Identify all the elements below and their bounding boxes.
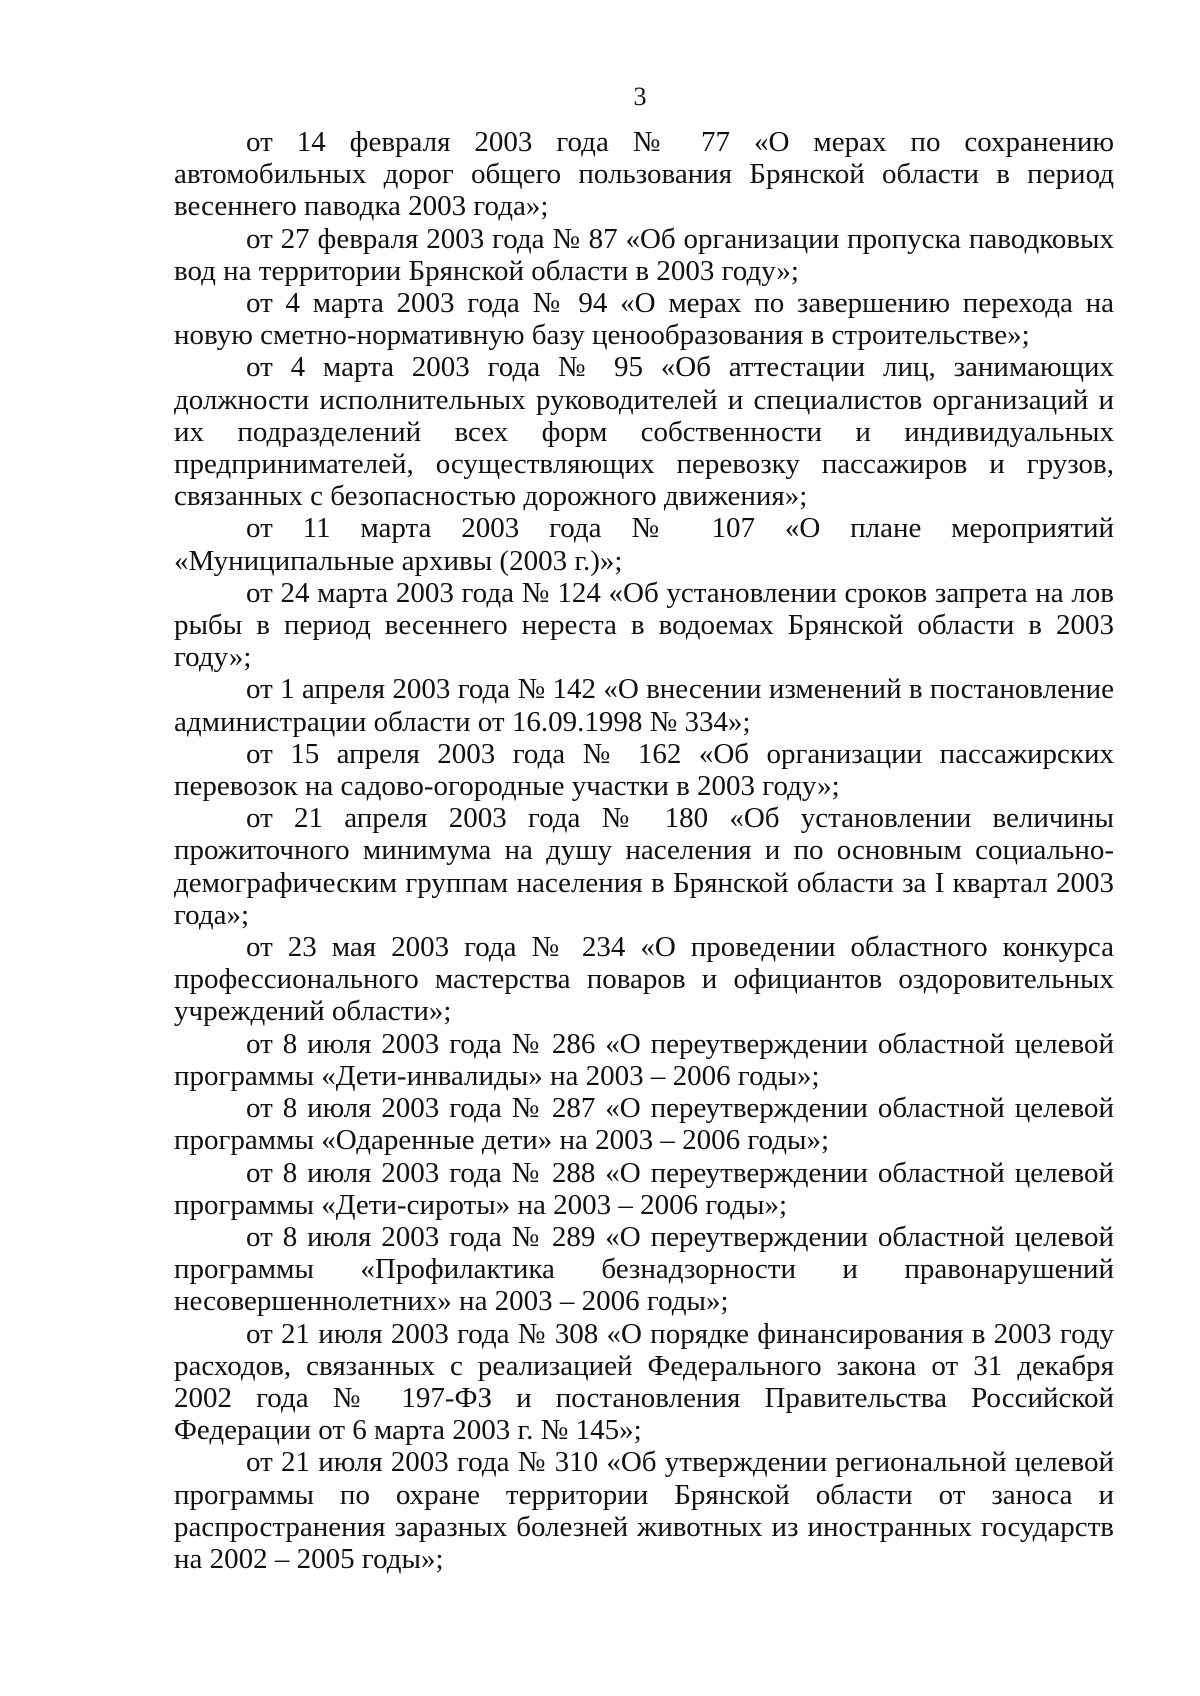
list-item: от 1 апреля 2003 года № 142 «О внесении изменений в постановление администрации области от 16.09.1998 № 334»;: [174, 673, 1114, 738]
list-item: от 8 июля 2003 года № 286 «О переутверждении областной целевой программы «Дети-инвалиды» на 2003 – 2006 годы»;: [174, 1027, 1114, 1092]
list-item: от 8 июля 2003 года № 289 «О переутверждении областной целевой программы «Профилактика безнадзорности и правонарушений несовершеннолетних» на 2003 – 2006 годы»;: [174, 1220, 1114, 1318]
page-number: 3: [633, 82, 647, 111]
document-body: [174, 126, 1114, 1575]
list-item: от 4 марта 2003 года № 95 «Об аттестации лиц, занимающих должности исполнительных руководителей и специалистов организаций и их подразделений всех форм собственности и индивидуальных предпринимателей, осуществляющих перевозку пассажиров и грузов, связанных с безопасностью дорожного движения»;: [174, 351, 1114, 513]
list-item: от 21 июля 2003 года № 308 «О порядке финансирования в 2003 году расходов, связанных с реализацией Федерального закона от 31 декабря 2002 года № 197-ФЗ и постановления Правительства Российской Федерации от 6 марта 2003 г. № 145»;: [174, 1317, 1114, 1447]
list-item: от 8 июля 2003 года № 288 «О переутверждении областной целевой программы «Дети-сироты» на 2003 – 2006 годы»;: [174, 1156, 1114, 1221]
list-item: от 4 марта 2003 года № 94 «О мерах по завершению перехода на новую сметно-нормативную базу ценообразования в строительстве»;: [174, 287, 1114, 352]
list-item: от 14 февраля 2003 года № 77 «О мерах по сохранению автомобильных дорог общего пользования Брянской области в период весеннего паводка 2003 года»;: [174, 126, 1114, 223]
list-item: от 27 февраля 2003 года № 87 «Об организации пропуска паводковых вод на территории Брянской области в 2003 году»;: [174, 222, 1114, 287]
list-item: от 8 июля 2003 года № 287 «О переутверждении областной целевой программы «Одаренные дети» на 2003 – 2006 годы»;: [174, 1092, 1114, 1157]
list-item: от 24 марта 2003 года № 124 «Об установлении сроков запрета на лов рыбы в период весеннего нереста в водоемах Брянской области в 2003 году»;: [174, 576, 1114, 674]
list-item: от 15 апреля 2003 года № 162 «Об организации пассажирских перевозок на садово-огородные участки в 2003 году»;: [174, 737, 1114, 803]
list-item: от 23 мая 2003 года № 234 «О проведении областного конкурса профессионального мастерства поваров и официантов оздоровительных учреждений области»;: [174, 931, 1114, 1028]
list-item: от 21 апреля 2003 года № 180 «Об установлении величины прожиточного минимума на душу населения и по основным социально-демографическим группам населения в Брянской области за I квартал 2003 года»;: [174, 802, 1114, 931]
list-item: от 11 марта 2003 года № 107 «О плане мероприятий «Муниципальные архивы (2003 г.)»;: [174, 512, 1114, 577]
list-item: от 21 июля 2003 года № 310 «Об утверждении региональной целевой программы по охране территории Брянской области от заноса и распространения заразных болезней животных из иностранных государств на 2002 – 2005 годы»;: [174, 1446, 1114, 1575]
